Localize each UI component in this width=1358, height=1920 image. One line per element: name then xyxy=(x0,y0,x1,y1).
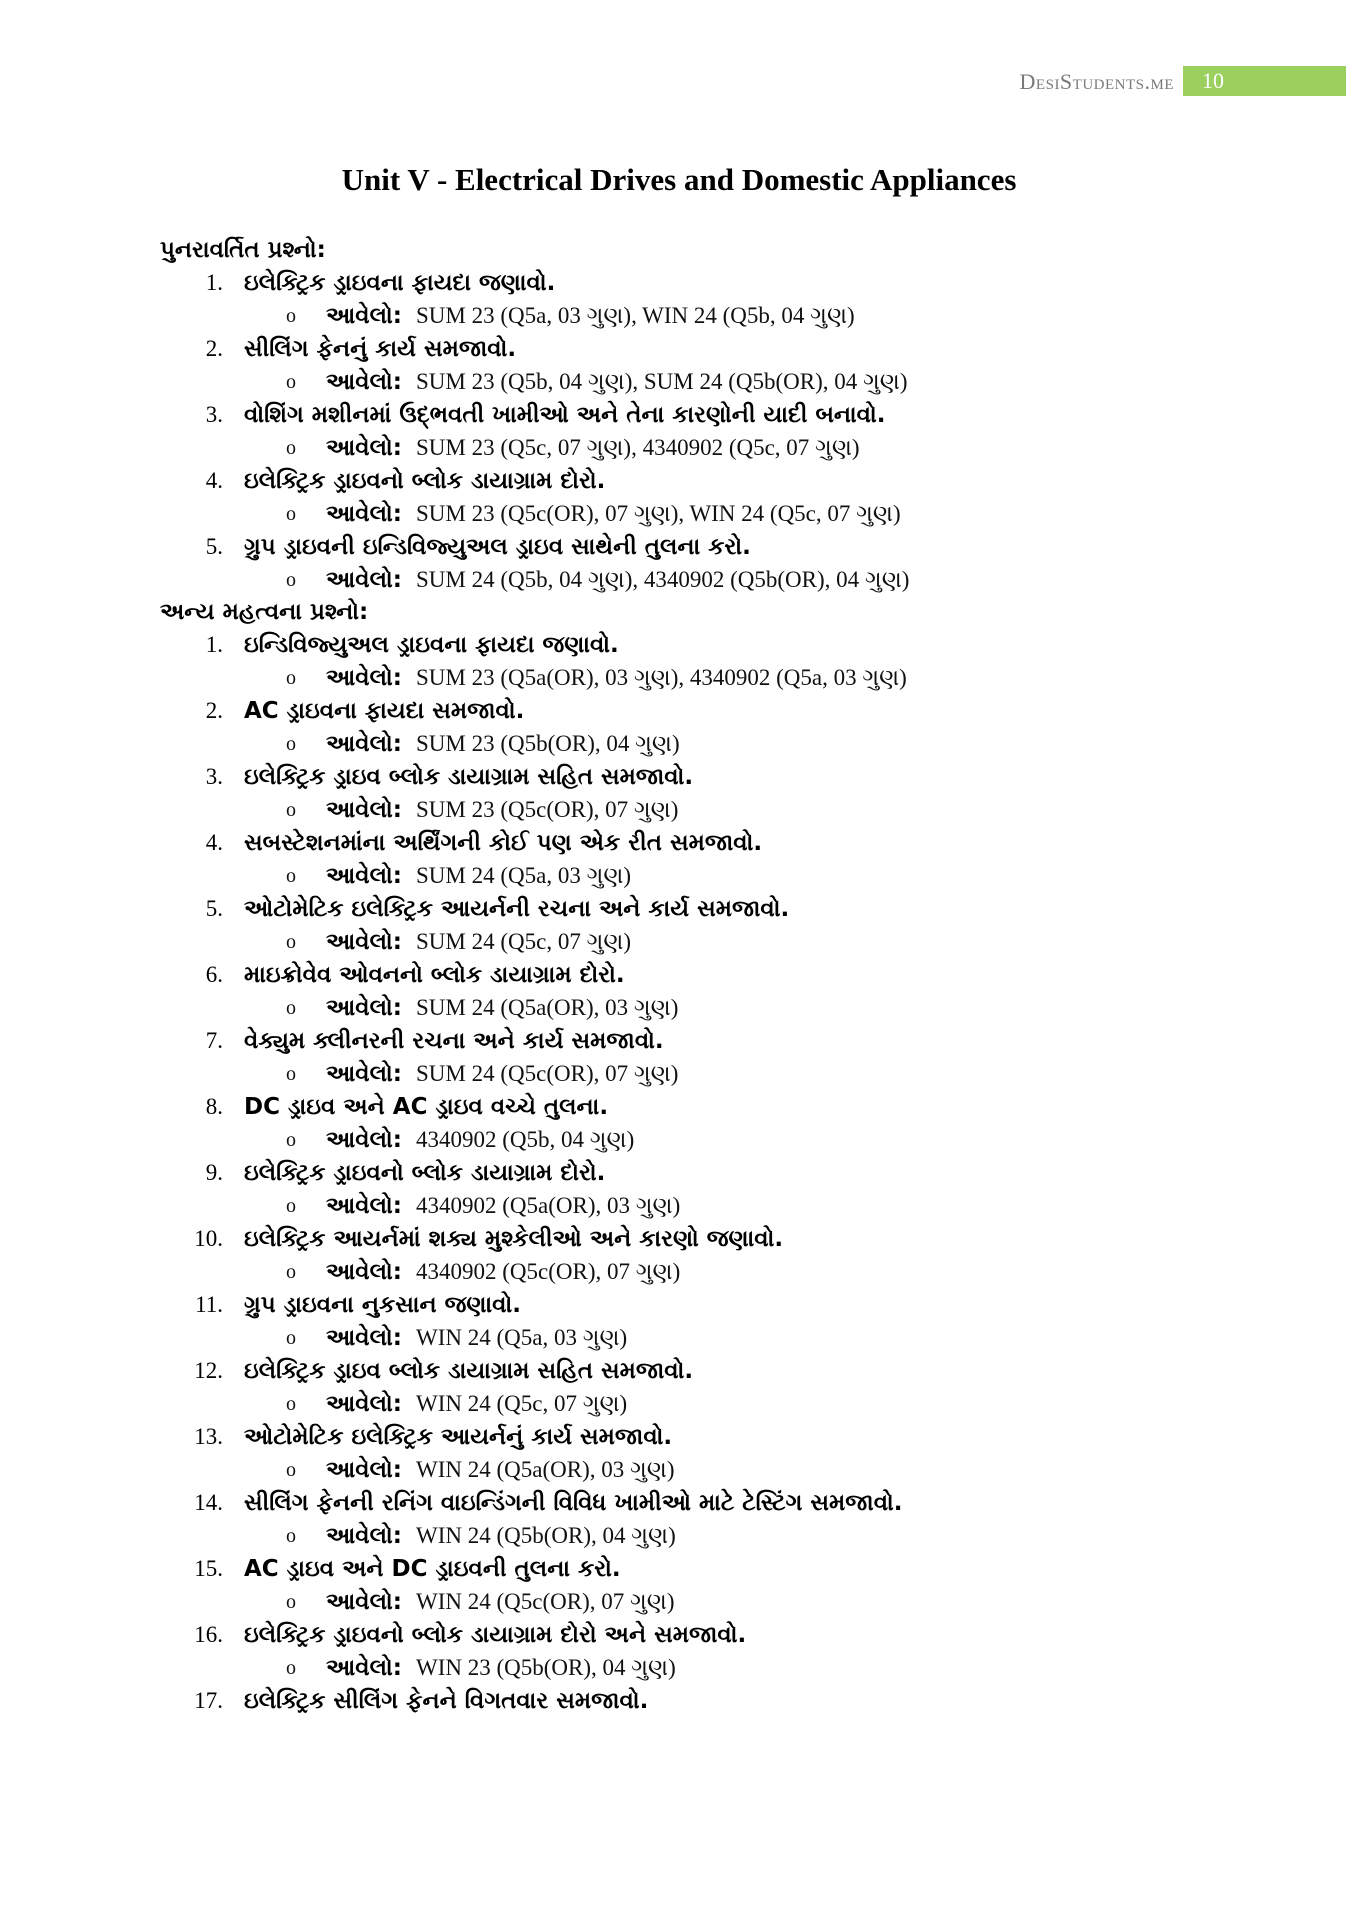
question-item xyxy=(0,1618,1358,1652)
question-item xyxy=(0,1288,1358,1322)
question-text: સીલિંગ ફેનની રનિંગ વાઇન્ડિંગની વિવિધ ખામીઓ માટે ટેસ્ટિંગ સમજાવો. xyxy=(244,1490,903,1516)
circle-bullet-icon: o xyxy=(286,371,296,393)
circle-bullet-icon: o xyxy=(286,1327,296,1349)
question-number: 17. xyxy=(194,1688,223,1713)
circle-bullet-icon: o xyxy=(286,1459,296,1481)
question-source xyxy=(0,1058,1358,1090)
question-source xyxy=(0,926,1358,958)
question-item xyxy=(0,464,1358,498)
question-text: ઇલેક્ટ્રિક ડ્રાઇવનો બ્લોક ડાયાગ્રામ દોરો. xyxy=(244,468,606,494)
question-number: 2. xyxy=(205,336,223,361)
question-text: ઇલેક્ટ્રિક ડ્રાઇવનો બ્લોક ડાયાગ્રામ દોરો. xyxy=(244,1160,606,1186)
source-label: આવેલો: xyxy=(326,1061,402,1087)
source-label: આવેલો: xyxy=(326,501,402,527)
source-value: SUM 24 (Q5a, 03 ગુણ) xyxy=(416,863,632,888)
question-item xyxy=(0,1024,1358,1058)
question-source xyxy=(0,1652,1358,1684)
source-value: WIN 23 (Q5b(OR), 04 ગુણ) xyxy=(416,1655,676,1680)
question-content xyxy=(0,234,1358,1718)
question-text: ઇન્ડિવિજ્યુઅલ ડ્રાઇવના ફાયદા જણાવો. xyxy=(244,632,619,658)
question-text: સબસ્ટેશનમાંના અર્થિંગની કોઈ પણ એક રીત સમજાવો. xyxy=(244,830,763,856)
site-name: DesiStudents.me xyxy=(1019,69,1174,94)
circle-bullet-icon: o xyxy=(286,1195,296,1217)
question-item xyxy=(0,958,1358,992)
circle-bullet-icon: o xyxy=(286,1129,296,1151)
question-number: 9. xyxy=(205,1160,223,1185)
question-item xyxy=(0,1090,1358,1124)
question-number: 13. xyxy=(194,1424,223,1449)
question-text: DC ડ્રાઇવ અને AC ડ્રાઇવ વચ્ચે તુલના. xyxy=(244,1094,609,1120)
question-text: ઓટોમેટિક ઇલેક્ટ્રિક આયર્નનું કાર્ય સમજાવો. xyxy=(244,1424,673,1450)
circle-bullet-icon: o xyxy=(286,667,296,689)
question-text: માઇક્રોવેવ ઓવનનો બ્લોક ડાયાગ્રામ દોરો. xyxy=(244,962,625,988)
source-value: 4340902 (Q5a(OR), 03 ગુણ) xyxy=(416,1193,681,1218)
question-number: 7. xyxy=(205,1028,223,1053)
source-label: આવેલો: xyxy=(326,1523,402,1549)
source-value: WIN 24 (Q5b(OR), 04 ગુણ) xyxy=(416,1523,676,1548)
source-value: SUM 24 (Q5b, 04 ગુણ), 4340902 (Q5b(OR), 04 ગુણ) xyxy=(416,567,910,592)
question-source xyxy=(0,992,1358,1024)
page-number: 10 xyxy=(1202,68,1224,93)
section-heading: પુનરાવર્તિત પ્રશ્નો: xyxy=(160,237,326,263)
question-source xyxy=(0,860,1358,892)
question-item xyxy=(0,760,1358,794)
source-value: SUM 24 (Q5c(OR), 07 ગુણ) xyxy=(416,1061,679,1086)
question-text: AC ડ્રાઇવ અને DC ડ્રાઇવની તુલના કરો. xyxy=(244,1556,621,1582)
source-value: WIN 24 (Q5a, 03 ગુણ) xyxy=(416,1325,628,1350)
source-label: આવેલો: xyxy=(326,1457,402,1483)
source-label: આવેલો: xyxy=(326,1193,402,1219)
circle-bullet-icon: o xyxy=(286,437,296,459)
question-text: વોશિંગ મશીનમાં ઉદ્ભવતી ખામીઓ અને તેના કારણોની યાદી બનાવો. xyxy=(244,402,886,428)
question-source xyxy=(0,1124,1358,1156)
question-item xyxy=(0,1420,1358,1454)
question-item xyxy=(0,398,1358,432)
question-text: ઇલેક્ટ્રિક ડ્રાઇવનો બ્લોક ડાયાગ્રામ દોરો અને સમજાવો. xyxy=(244,1622,747,1648)
question-item xyxy=(0,892,1358,926)
question-item xyxy=(0,1354,1358,1388)
source-value: SUM 23 (Q5b, 04 ગુણ), SUM 24 (Q5b(OR), 04 ગુણ) xyxy=(416,369,908,394)
source-value: SUM 23 (Q5c(OR), 07 ગુણ) xyxy=(416,797,679,822)
question-source xyxy=(0,1520,1358,1552)
source-value: SUM 24 (Q5c, 07 ગુણ) xyxy=(416,929,632,954)
question-source xyxy=(0,1190,1358,1222)
question-item xyxy=(0,1684,1358,1718)
question-text: ઇલેક્ટ્રિક ડ્રાઇવ બ્લોક ડાયાગ્રામ સહિત સમજાવો. xyxy=(244,764,694,790)
circle-bullet-icon: o xyxy=(286,997,296,1019)
question-source xyxy=(0,1388,1358,1420)
question-text: ગ્રુપ ડ્રાઇવના નુકસાન જણાવો. xyxy=(244,1292,521,1318)
question-item xyxy=(0,694,1358,728)
question-number: 8. xyxy=(205,1094,223,1119)
source-label: આવેલો: xyxy=(326,1391,402,1417)
source-value: WIN 24 (Q5c, 07 ગુણ) xyxy=(416,1391,628,1416)
source-label: આવેલો: xyxy=(326,995,402,1021)
source-value: WIN 24 (Q5c(OR), 07 ગુણ) xyxy=(416,1589,675,1614)
source-label: આવેલો: xyxy=(326,1259,402,1285)
source-label: આવેલો: xyxy=(326,797,402,823)
question-number: 6. xyxy=(205,962,223,987)
question-number: 3. xyxy=(205,764,223,789)
question-source xyxy=(0,1322,1358,1354)
question-number: 5. xyxy=(205,896,223,921)
question-item xyxy=(0,1156,1358,1190)
question-text: ઇલેક્ટ્રિક ડ્રાઇવના ફાયદા જણાવો. xyxy=(244,270,556,296)
question-number: 1. xyxy=(205,632,223,657)
question-text: વેક્યુમ ક્લીનરની રચના અને કાર્ય સમજાવો. xyxy=(244,1028,664,1054)
source-value: SUM 23 (Q5a(OR), 03 ગુણ), 4340902 (Q5a, 03 ગુણ) xyxy=(416,665,907,690)
question-number: 5. xyxy=(205,534,223,559)
source-label: આવેલો: xyxy=(326,303,402,329)
source-value: SUM 23 (Q5b(OR), 04 ગુણ) xyxy=(416,731,680,756)
circle-bullet-icon: o xyxy=(286,1591,296,1613)
source-value: WIN 24 (Q5a(OR), 03 ગુણ) xyxy=(416,1457,675,1482)
question-number: 4. xyxy=(205,468,223,493)
source-label: આવેલો: xyxy=(326,435,402,461)
question-item xyxy=(0,1552,1358,1586)
unit-title: Unit V - Electrical Drives and Domestic Appliances xyxy=(341,162,1017,197)
question-text: ઓટોમેટિક ઇલેક્ટ્રિક આયર્નની રચના અને કાર્ય સમજાવો. xyxy=(244,896,790,922)
question-source xyxy=(0,1454,1358,1486)
question-number: 11. xyxy=(195,1292,223,1317)
source-label: આવેલો: xyxy=(326,929,402,955)
question-number: 4. xyxy=(205,830,223,855)
source-label: આવેલો: xyxy=(326,863,402,889)
question-item xyxy=(0,1222,1358,1256)
circle-bullet-icon: o xyxy=(286,799,296,821)
question-number: 2. xyxy=(205,698,223,723)
source-label: આવેલો: xyxy=(326,665,402,691)
question-number: 10. xyxy=(194,1226,223,1251)
question-source xyxy=(0,728,1358,760)
question-text: ગ્રુપ ડ્રાઇવની ઇન્ડિવિજ્યુઅલ ડ્રાઇવ સાથેની તુલના કરો. xyxy=(244,534,751,560)
page-number-box xyxy=(1183,66,1346,96)
question-text: ઇલેક્ટ્રિક સીલિંગ ફેનને વિગતવાર સમજાવો. xyxy=(244,1688,649,1714)
question-number: 16. xyxy=(194,1622,223,1647)
page-header xyxy=(0,66,1358,96)
question-text: ઇલેક્ટ્રિક ડ્રાઇવ બ્લોક ડાયાગ્રામ સહિત સમજાવો. xyxy=(244,1358,694,1384)
question-source xyxy=(0,794,1358,826)
circle-bullet-icon: o xyxy=(286,733,296,755)
question-item xyxy=(0,628,1358,662)
source-value: SUM 23 (Q5a, 03 ગુણ), WIN 24 (Q5b, 04 ગુણ) xyxy=(416,303,855,328)
question-source xyxy=(0,1586,1358,1618)
question-text: ઇલેક્ટ્રિક આયર્નમાં શક્ય મુશ્કેલીઓ અને કારણો જણાવો. xyxy=(244,1226,784,1252)
question-number: 12. xyxy=(194,1358,223,1383)
source-label: આવેલો: xyxy=(326,1589,402,1615)
question-source xyxy=(0,1256,1358,1288)
question-source xyxy=(0,564,1358,596)
question-text: સીલિંગ ફેનનું કાર્ય સમજાવો. xyxy=(244,336,517,362)
source-label: આવેલો: xyxy=(326,567,402,593)
question-source xyxy=(0,662,1358,694)
question-source xyxy=(0,300,1358,332)
source-label: આવેલો: xyxy=(326,1127,402,1153)
section-heading: અન્ય મહત્વના પ્રશ્નો: xyxy=(160,599,369,625)
question-item xyxy=(0,1486,1358,1520)
circle-bullet-icon: o xyxy=(286,865,296,887)
question-source xyxy=(0,366,1358,398)
circle-bullet-icon: o xyxy=(286,1063,296,1085)
source-value: SUM 23 (Q5c(OR), 07 ગુણ), WIN 24 (Q5c, 07 ગુણ) xyxy=(416,501,901,526)
question-text: AC ડ્રાઇવના ફાયદા સમજાવો. xyxy=(244,698,525,724)
question-item xyxy=(0,530,1358,564)
question-number: 15. xyxy=(194,1556,223,1581)
question-item xyxy=(0,266,1358,300)
circle-bullet-icon: o xyxy=(286,305,296,327)
question-number: 3. xyxy=(205,402,223,427)
source-label: આવેલો: xyxy=(326,1655,402,1681)
question-source xyxy=(0,498,1358,530)
source-value: 4340902 (Q5c(OR), 07 ગુણ) xyxy=(416,1259,681,1284)
source-label: આવેલો: xyxy=(326,369,402,395)
circle-bullet-icon: o xyxy=(286,1657,296,1679)
circle-bullet-icon: o xyxy=(286,1261,296,1283)
source-label: આવેલો: xyxy=(326,731,402,757)
circle-bullet-icon: o xyxy=(286,503,296,525)
question-number: 1. xyxy=(205,270,223,295)
source-label: આવેલો: xyxy=(326,1325,402,1351)
question-source xyxy=(0,432,1358,464)
circle-bullet-icon: o xyxy=(286,1393,296,1415)
circle-bullet-icon: o xyxy=(286,931,296,953)
source-value: SUM 23 (Q5c, 07 ગુણ), 4340902 (Q5c, 07 ગુણ) xyxy=(416,435,860,460)
circle-bullet-icon: o xyxy=(286,569,296,591)
source-value: 4340902 (Q5b, 04 ગુણ) xyxy=(416,1127,635,1152)
circle-bullet-icon: o xyxy=(286,1525,296,1547)
question-number: 14. xyxy=(194,1490,223,1515)
question-item xyxy=(0,332,1358,366)
source-value: SUM 24 (Q5a(OR), 03 ગુણ) xyxy=(416,995,679,1020)
question-item xyxy=(0,826,1358,860)
